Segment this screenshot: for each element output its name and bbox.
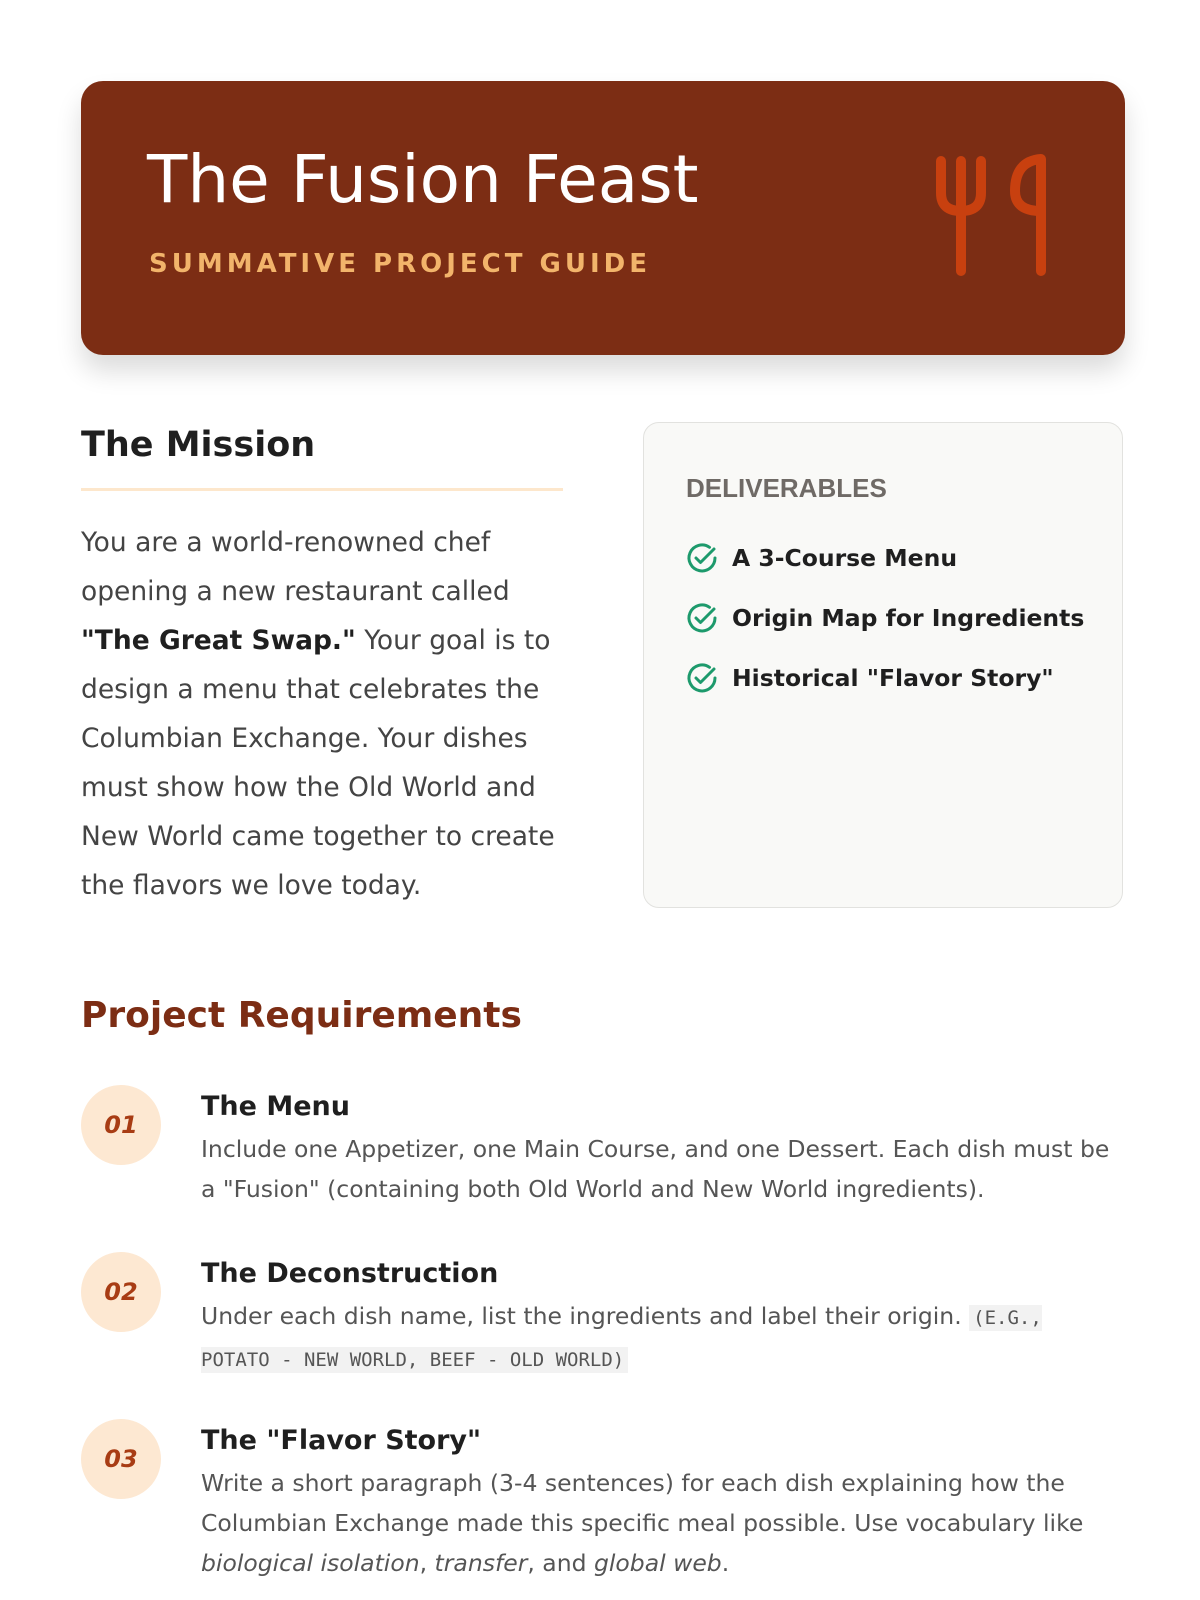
deliverable-item [685, 540, 957, 576]
mission-text-start: You are a world-renowned chef opening a new restaurant called [81, 527, 510, 607]
step-number-badge: 01 [81, 1085, 161, 1165]
requirement-title: The Menu [201, 1091, 350, 1122]
page-subtitle: SUMMATIVE PROJECT GUIDE [149, 249, 651, 279]
requirement-title: The "Flavor Story" [201, 1425, 482, 1456]
restaurant-name: "The Great Swap." [81, 625, 356, 656]
mission-heading: The Mission [81, 425, 316, 465]
mission-divider [81, 488, 563, 491]
step-number-badge: 03 [81, 1419, 161, 1499]
check-circle-icon [685, 601, 719, 635]
check-circle-icon [685, 661, 719, 695]
separator: , and [527, 1549, 594, 1577]
deliverable-label: A 3-Course Menu [732, 544, 958, 572]
separator: , [419, 1549, 435, 1577]
check-circle-icon [685, 541, 719, 575]
page-title: The Fusion Feast [147, 141, 699, 218]
mission-text-end: Your goal is to design a menu that celebrates the Columbian Exchange. Your dishes must show how the Old World and New World came together to create the flavors we love today. [81, 625, 555, 901]
deliverables-card [643, 422, 1123, 908]
deliverable-item [685, 660, 1054, 696]
sentence-end: . [721, 1549, 730, 1577]
requirement-description [201, 1296, 1121, 1380]
step-number-badge: 02 [81, 1252, 161, 1332]
deliverable-label: Historical "Flavor Story" [732, 664, 1054, 692]
requirement-description-text: Under each dish name, list the ingredients and label their origin. [201, 1302, 962, 1330]
deliverable-label: Origin Map for Ingredients [732, 604, 1085, 632]
requirement-description [201, 1463, 1121, 1583]
deliverables-heading: DELIVERABLES [686, 473, 887, 503]
fork-knife-icon [931, 151, 1061, 281]
mission-text [81, 518, 566, 910]
requirement-description: Include one Appetizer, one Main Course, and one Dessert. Each dish must be a "Fusion" (containing both Old World and New World ingredients). [201, 1135, 1110, 1203]
vocab-term: biological isolation [201, 1549, 420, 1577]
vocab-term: global web [593, 1549, 722, 1577]
requirement-title: The Deconstruction [201, 1258, 499, 1289]
vocab-term: transfer [434, 1549, 528, 1577]
requirement-description-text: Write a short paragraph (3-4 sentences) for each dish explaining how the Columbian Exchange made this specific meal possible. Use vocabulary like [201, 1469, 1084, 1537]
requirements-heading: Project Requirements [81, 995, 522, 1036]
example-code: (E.G., POTATO - NEW WORLD, BEEF - OLD WORLD) [201, 1307, 1042, 1371]
deliverable-item [685, 600, 1084, 636]
header-banner [81, 81, 1125, 355]
